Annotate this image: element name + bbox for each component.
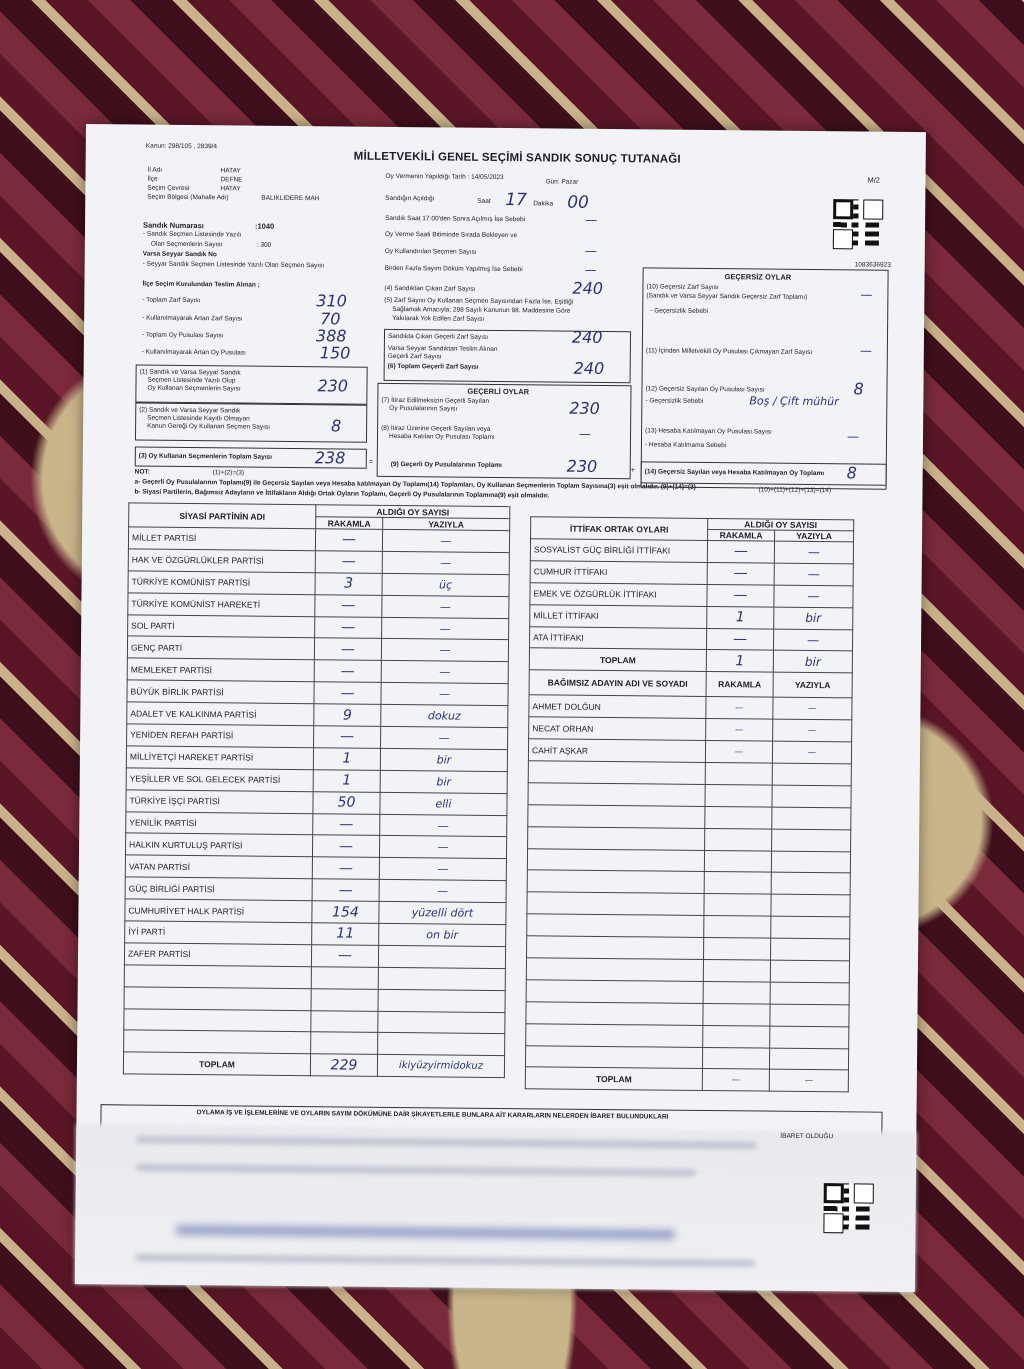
form-code: M/2 — [867, 175, 881, 185]
list-value: : 300 — [256, 241, 272, 249]
alliance-votes-text: — — [774, 541, 853, 564]
party-votes-text: — — [382, 551, 509, 574]
party-votes-text: on bir — [379, 923, 506, 946]
invalid-total-label: (14) Geçersiz Sayılan veya Hesaba Katılmayan Oy Toplamı — [644, 468, 825, 478]
received-label: - Toplam Zarf Sayısı — [142, 296, 201, 305]
alliance-votes-text: — — [774, 585, 853, 608]
table-row — [530, 561, 853, 586]
table-row — [528, 805, 851, 830]
party-col-votes: ALDIĞI OY SAYISI — [316, 505, 510, 519]
table-row — [526, 980, 849, 1005]
independent-empty-cell — [772, 785, 851, 808]
mobile-list-label: - Seyyar Sandık Seçmen Listesinde Yazılı Olan Seçmen Sayısı — [142, 260, 325, 270]
received-label: - Kullanılmayarak Artan Oy Pusulası — [141, 348, 246, 357]
party-votes-number: — — [314, 660, 381, 683]
party-name: ADALET VE KALKINMA PARTİSİ — [127, 702, 314, 726]
party-col-text: YAZIYLA — [383, 517, 510, 530]
mobile-box-label: Varsa Seyyar Sandık No — [142, 250, 217, 259]
party-votes-number: — — [314, 726, 381, 749]
independent-empty-cell — [704, 916, 771, 939]
total-envelope-value: 240 — [573, 358, 605, 378]
form-title: MİLLETVEKİLİ GENEL SEÇİMİ SANDIK SONUÇ TUTANAĞI — [353, 150, 681, 166]
queue-label-1: Oy Verme Saati Bitiminde Sırada Bekleyen ve — [384, 230, 518, 240]
vote-date: Oy Vermenin Yapıldığı Tarih : 14/05/2023 — [385, 172, 504, 182]
il-value: HATAY — [220, 167, 241, 175]
independent-empty-cell — [705, 806, 772, 829]
independent-empty-cell — [526, 980, 703, 1004]
independent-name: NECAT ORHAN — [529, 717, 706, 741]
mobile-envelope-label: Geçerli Zarf Sayısı — [387, 352, 442, 361]
table-row — [527, 870, 850, 895]
party-votes-number: 154 — [312, 901, 379, 924]
party-total-num: 229 — [310, 1054, 377, 1077]
party-votes-text: — — [382, 595, 509, 618]
party-votes-number: — — [312, 835, 379, 858]
independent-empty-cell — [704, 850, 771, 873]
total-envelope-label: (6) Toplam Geçerli Zarf Sayısı — [387, 362, 479, 371]
alliance-votes-text: — — [773, 629, 852, 652]
independent-empty-cell — [771, 894, 850, 917]
late-reason-label: Sandık Saat 17:00'den Sonra Açılmış İse Sebebi — [385, 214, 526, 224]
independent-empty-cell — [526, 958, 703, 982]
independent-empty-cell — [770, 1026, 849, 1049]
independent-votes-text: — — [772, 741, 851, 764]
footer-heading: OYLAMA İŞ VE İŞLEMLERİNE VE OYLARIN SAYIM DÖKÜMÜNE DAİR ŞİKAYETLERLE BUNLARA AİT KARARLARIN NELERDEN İBARET BULUNDUKLARI — [196, 1109, 669, 1121]
table-row — [529, 626, 852, 651]
note-label: NOT: — [134, 468, 150, 476]
party-votes-text — [378, 989, 505, 1012]
party-name: ZAFER PARTİSİ — [124, 943, 311, 967]
ilce-value: DEFNE — [220, 176, 243, 184]
alliance-votes-number: — — [707, 584, 774, 607]
alliance-total-num: 1 — [706, 650, 773, 673]
party-votes-number — [311, 988, 378, 1011]
invalid-votes-label: (Sandık ve Varsa Seyyar Sandık Geçersiz Zarf Toplamı) — [646, 292, 808, 301]
valid-envelope-label: Sandıkta Çıkan Geçerli Zarf Sayısı — [387, 332, 489, 341]
voters-value: 8 — [331, 416, 342, 436]
party-votes-text: — — [379, 836, 506, 859]
independent-total-label: TOPLAM — [525, 1067, 702, 1091]
opened-label: Sandığın Açıldığı — [385, 194, 435, 203]
mobile-envelope-label: Varsa Seyyar Sandıktan Teslim Alınan — [387, 344, 498, 353]
voters-value: 230 — [317, 376, 349, 396]
independent-votes-text: — — [773, 719, 852, 742]
valid-votes-label: (7) İtiraz Edilmeksizin Geçerli Sayılan — [381, 396, 490, 405]
party-votes-text: bir — [380, 770, 507, 793]
valid-votes-value: — — [578, 426, 592, 441]
redacted-area — [75, 1124, 916, 1292]
party-name: İYİ PARTİ — [125, 921, 312, 945]
voters-label: Oy Kullanan Seçmenlerin Sayısı — [147, 384, 241, 393]
alliance-total-text: bir — [773, 651, 852, 674]
serial-number: 1083636923 — [854, 261, 891, 269]
party-name — [124, 965, 311, 989]
received-label: - Kullanılmayarak Artan Zarf Sayısı — [142, 314, 243, 323]
independent-empty-cell — [525, 1045, 702, 1069]
independent-name: CAHİT AŞKAR — [528, 739, 705, 763]
party-votes-text: — — [379, 880, 506, 903]
party-votes-text — [378, 967, 505, 990]
formula-voters: (1)+(2)=(3) — [212, 469, 245, 477]
received-value: 150 — [319, 343, 351, 363]
valid-votes-value: 230 — [569, 398, 600, 418]
independent-empty-cell — [772, 763, 851, 786]
independent-empty-cell — [769, 1048, 848, 1071]
valid-votes-total-value: 230 — [566, 456, 598, 476]
party-votes-text — [378, 1011, 505, 1034]
table-row — [527, 892, 850, 917]
party-votes-number: 11 — [312, 923, 379, 946]
cevre-value: HATAY — [220, 185, 241, 193]
list-label-1: - Sandık Seçmen Listesinde Yazılı — [142, 230, 242, 239]
independent-empty-cell — [770, 1004, 849, 1027]
party-name: VATAN PARTİSİ — [125, 855, 312, 879]
alliance-name: SOSYALİST GÜÇ BİRLİĞİ İTTİFAKI — [530, 539, 707, 563]
party-votes-number: 3 — [315, 573, 382, 596]
received-value: 310 — [316, 291, 347, 311]
table-row — [526, 958, 849, 983]
independent-empty-cell — [526, 1023, 703, 1047]
result-form-sheet — [75, 124, 926, 1292]
invalid-total-value: 8 — [846, 463, 857, 483]
independent-empty-cell — [704, 872, 771, 895]
invalid-reason-label: - Hesaba Katılmama Sebebi — [644, 441, 727, 450]
party-votes-number: 50 — [313, 791, 380, 814]
envelopes-label: (5) Zarf Sayısı Oy Kullanan Seçmen Sayısından Fazla İse, Eşitliği — [384, 296, 574, 306]
party-name: YENİLİK PARTİSİ — [126, 811, 313, 835]
invalid-votes-value: — — [859, 343, 872, 358]
independent-empty-cell — [704, 894, 771, 917]
party-votes-number: — — [315, 551, 382, 574]
party-name: GÜÇ BİRLİĞİ PARTİSİ — [125, 877, 312, 901]
table-row — [528, 739, 851, 764]
independent-empty-cell — [771, 938, 850, 961]
queue-label-2: Oy Kullandırılan Seçmen Sayısı — [384, 247, 477, 256]
valid-votes-label: Hesaba Katılan Oy Pusulası Toplamı — [388, 432, 495, 441]
party-votes-number: — — [315, 594, 382, 617]
party-votes-number: — — [312, 879, 379, 902]
queue-value: — — [584, 243, 597, 258]
alliance-name: ATA İTTİFAKI — [529, 626, 706, 650]
alliance-name: CUMHUR İTTİFAKI — [530, 561, 707, 585]
alliance-votes-number: — — [707, 562, 774, 585]
independent-empty-cell — [705, 828, 772, 851]
envelopes-label: (4) Sandıktan Çıkan Zarf Sayısı — [384, 284, 476, 293]
party-votes-number — [311, 1032, 378, 1055]
party-name: BÜYÜK BİRLİK PARTİSİ — [127, 680, 314, 704]
party-votes-text: — — [382, 529, 509, 552]
independent-empty-cell — [772, 807, 851, 830]
table-row — [530, 604, 853, 629]
party-name: MEMLEKET PARTİSİ — [127, 658, 314, 682]
bolge-value: BALIKLIDERE MAH — [261, 194, 320, 203]
independent-empty-cell — [528, 761, 705, 785]
alliance-table — [525, 516, 854, 1092]
party-name: GENÇ PARTİ — [127, 636, 314, 660]
ballot-box-label: Sandık Numarası — [142, 220, 204, 231]
plus-sign: + — [630, 465, 636, 475]
alliance-col-name: İTTİFAK ORTAK OYLARI — [531, 517, 708, 541]
table-row — [525, 1045, 848, 1070]
independent-empty-cell — [528, 826, 705, 850]
independent-empty-cell — [528, 805, 705, 829]
valid-votes-label: (8) İtiraz Üzerine Geçerli Sayılan veya — [381, 424, 491, 433]
received-label: - Toplam Oy Pusulası Sayısı — [141, 331, 224, 340]
party-col-num: RAKAMLA — [316, 517, 383, 530]
table-row — [527, 914, 850, 939]
party-name: TÜRKİYE İŞÇİ PARTİSİ — [126, 790, 313, 814]
table-row — [528, 826, 851, 851]
party-votes-number: — — [314, 682, 381, 705]
invalid-votes-heading: GEÇERSİZ OYLAR — [724, 272, 792, 282]
note-b: b- Siyasi Partilerin, Bağımsız Adayların ve İttifakların Aldığı Ortak Oyların Toplamı, Geçerli Oy Pusulalarının Toplamına(9) eşit olmalıdır. — [134, 488, 550, 500]
party-name: HALKIN KURTULUŞ PARTİSİ — [125, 833, 312, 857]
party-total-label: TOPLAM — [123, 1052, 310, 1076]
recount-label: Birden Fazla Sayım Döküm Yapılmış İse Sebebi — [384, 264, 523, 274]
ballot-box-number: :1040 — [254, 221, 275, 231]
law-reference: Kanun: 298/105 , 2839/4 — [145, 142, 218, 151]
voters-label: Seçmen Listesinde Kayıtlı Olmayan — [147, 414, 250, 423]
party-name: TÜRKİYE KOMÜNİST HAREKETİ — [128, 593, 315, 617]
party-name — [124, 1008, 311, 1032]
table-row — [528, 783, 851, 808]
party-votes-text: üç — [382, 573, 509, 596]
table-row — [526, 1002, 849, 1027]
alliance-total-label: TOPLAM — [529, 648, 706, 672]
party-name: TÜRKİYE KOMÜNİST PARTİSİ — [128, 571, 315, 595]
party-table — [123, 502, 510, 1078]
dakika-label: Dakika — [533, 200, 554, 208]
recount-value: — — [584, 262, 597, 277]
received-value: 70 — [320, 309, 341, 329]
alliance-votes-number: — — [706, 628, 773, 651]
party-votes-number: — — [311, 945, 378, 968]
party-votes-text: yüzelli dört — [379, 901, 506, 924]
party-name: CUMHURİYET HALK PARTİSİ — [125, 899, 312, 923]
party-votes-text: — — [382, 617, 509, 640]
independent-col-text: YAZIYLA — [773, 672, 852, 698]
table-row — [530, 583, 853, 608]
independent-empty-cell — [771, 873, 850, 896]
party-name — [124, 1030, 311, 1054]
invalid-reason-label: - Geçersizlik Sebebi — [645, 397, 704, 405]
party-votes-text: — — [381, 639, 508, 662]
alliance-col-votes: ALDIĞI OY SAYISI — [708, 518, 854, 530]
party-name: HAK VE ÖZGÜRLÜKLER PARTİSİ — [128, 549, 315, 573]
party-votes-text: — — [381, 661, 508, 684]
party-votes-text: — — [379, 858, 506, 881]
party-total-text: ikiyüzyirmidokuz — [377, 1055, 504, 1078]
independent-empty-cell — [703, 981, 770, 1004]
alliance-name: EMEK VE ÖZGÜRLÜK İTTİFAKI — [530, 583, 707, 607]
party-votes-text — [378, 945, 505, 968]
invalid-votes-value: 8 — [853, 379, 864, 399]
valid-votes-heading: GEÇERLİ OYLAR — [467, 386, 530, 397]
party-votes-number: — — [315, 616, 382, 639]
equals-sign: = — [368, 456, 374, 466]
independent-empty-cell — [703, 959, 770, 982]
dakika-value: 00 — [567, 192, 590, 213]
cevre-label: Seçim Çevresi — [147, 184, 190, 192]
independent-empty-cell — [703, 1025, 770, 1048]
footer-tail: İBARET OLDUĞU — [780, 1132, 834, 1141]
voters-total-label: (3) Oy Kullanan Seçmenlerin Toplam Sayısı — [138, 452, 273, 461]
qr-code-icon — [833, 199, 879, 245]
party-votes-text: — — [381, 683, 508, 706]
independent-empty-cell — [702, 1047, 769, 1070]
independent-votes-text: — — [773, 697, 852, 720]
independent-empty-cell — [771, 916, 850, 939]
received-value: 388 — [315, 326, 347, 346]
independent-votes-number: — — [706, 719, 773, 742]
independent-empty-cell — [527, 870, 704, 894]
party-votes-text: dokuz — [381, 704, 508, 727]
alliance-votes-number: — — [707, 540, 774, 563]
table-row — [527, 848, 850, 873]
voters-label: Kanun Gereği Oy Kullanan Seçmen Sayısı — [147, 422, 270, 431]
independent-empty-cell — [771, 851, 850, 874]
party-col-name: SİYASİ PARTİNİN ADI — [129, 503, 316, 529]
valid-envelope-value: 240 — [571, 327, 603, 347]
independent-total-num: — — [702, 1069, 769, 1092]
independent-empty-cell — [527, 892, 704, 916]
independent-empty-cell — [526, 1002, 703, 1026]
envelopes-label: Sağlamak Amacıyla; 298 Sayılı Kanunun 98. Maddesine Göre — [392, 305, 571, 315]
party-votes-number — [311, 967, 378, 990]
independent-name: AHMET DOLĞUN — [529, 695, 706, 719]
table-row — [526, 1023, 849, 1048]
invalid-votes-label: (11) İçinden Milletvekili Oy Pusulası Çıkmayan Zarf Sayısı — [645, 347, 813, 356]
table-row — [527, 936, 850, 961]
vote-day: Gün: Pazar — [545, 178, 579, 186]
party-votes-text: — — [381, 726, 508, 749]
envelopes-value: 240 — [572, 278, 604, 298]
party-name: MİLLİYETÇİ HAREKET PARTİSİ — [126, 746, 313, 770]
party-votes-number — [311, 1010, 378, 1033]
voters-label: Seçmen Listesinde Yazılı Olup — [147, 376, 236, 385]
invalid-votes-label: (10) Geçersiz Zarf Sayısı — [646, 283, 719, 292]
envelopes-label: Yakılarak Yok Edilen Zarf Sayısı — [392, 314, 485, 323]
table-row — [529, 717, 852, 742]
party-name: MİLLET PARTİSİ — [128, 527, 315, 551]
party-votes-text: bir — [380, 748, 507, 771]
alliance-votes-number: 1 — [707, 606, 774, 629]
independent-empty-cell — [770, 982, 849, 1005]
list-label-2: Olan Seçmenlerin Sayısı — [150, 240, 223, 249]
invalid-votes-value: — — [860, 287, 873, 302]
saat-value: 17 — [505, 190, 528, 211]
invalid-votes-label: (12) Geçersiz Sayılan Oy Pusulası Sayısı — [645, 385, 765, 394]
party-votes-number: — — [314, 638, 381, 661]
party-name: YEŞİLLER VE SOL GELECEK PARTİSİ — [126, 768, 313, 792]
independent-votes-number: — — [705, 741, 772, 764]
party-votes-number: — — [313, 813, 380, 836]
voters-label: (2) Sandık ve Varsa Seyyar Sandık — [139, 406, 241, 415]
independent-votes-number: — — [706, 697, 773, 720]
qr-code-icon — [823, 1183, 869, 1229]
party-votes-text: elli — [380, 792, 507, 815]
alliance-col-num: RAKAMLA — [708, 529, 775, 541]
independent-empty-cell — [527, 914, 704, 938]
party-name: YENİDEN REFAH PARTİSİ — [127, 724, 314, 748]
independent-empty-cell — [772, 829, 851, 852]
table-row — [530, 539, 853, 564]
alliance-name: MİLLET İTTİFAKI — [530, 604, 707, 628]
party-name — [124, 987, 311, 1011]
formula-invalid: (10)+(11)+(12)+(13)=(14) — [758, 486, 832, 495]
independent-empty-cell — [704, 938, 771, 961]
note-a: a- Geçerli Oy Pusulalarının Toplamı(9) ile Geçersiz Sayılan veya Hesaba katılmayan Oy Toplamı(14) Toplamları, Oy Kullanan Seçmenlerin Toplam Sayısına(3) eşit olmalıdır. (9)+(14)=(3) — [134, 478, 696, 491]
alliance-votes-text: bir — [774, 607, 853, 630]
party-votes-number: 1 — [313, 748, 380, 771]
invalid-votes-value: — — [846, 429, 860, 444]
party-votes-number: — — [312, 857, 379, 880]
party-name: SOL PARTİ — [128, 614, 315, 638]
ilce-label: İlçe — [147, 175, 158, 183]
party-votes-number: — — [315, 529, 382, 552]
independent-empty-cell — [527, 936, 704, 960]
independent-empty-cell — [703, 1003, 770, 1026]
party-votes-number: 1 — [313, 770, 380, 793]
party-votes-number: 9 — [314, 704, 381, 727]
voters-label: (1) Sandık ve Varsa Seyyar Sandık — [139, 368, 241, 377]
invalid-votes-box — [641, 267, 889, 489]
party-votes-text — [378, 1033, 505, 1056]
table-row — [528, 761, 851, 786]
independent-empty-cell — [770, 960, 849, 983]
valid-votes-label: Oy Pusulalarının Sayısı — [389, 404, 458, 413]
independent-col-name: BAĞIMSIZ ADAYIN ADI VE SOYADI — [529, 670, 706, 697]
saat-label: Saat — [477, 197, 491, 205]
party-votes-text: — — [380, 814, 507, 837]
alliance-votes-text: — — [774, 563, 853, 586]
independent-empty-cell — [528, 783, 705, 807]
received-heading: İlçe Seçim Kurulundan Teslim Alınan ; — [142, 280, 260, 289]
valid-votes-total-label: (9) Geçerli Oy Pusulalarının Toplamı — [390, 460, 502, 470]
independent-empty-cell — [705, 784, 772, 807]
independent-total-text: — — [769, 1070, 848, 1093]
voters-total-value: 238 — [314, 448, 346, 468]
invalid-reason-value: Boş / Çift mühür — [749, 394, 839, 409]
alliance-col-text: YAZIYLA — [775, 530, 854, 542]
invalid-reason-label: - Geçersizlik Sebebi — [650, 307, 709, 315]
invalid-votes-label: (13) Hesaba Katılmayan Oy Pusulası Sayısı — [645, 427, 772, 436]
bolge-label: Seçim Bölgesi (Mahalle Adı) — [147, 193, 229, 202]
table-row — [529, 695, 852, 720]
independent-empty-cell — [705, 762, 772, 785]
late-reason-value: — — [585, 212, 598, 227]
il-label: İl Adı — [147, 166, 163, 174]
independent-col-num: RAKAMLA — [706, 672, 773, 698]
independent-empty-cell — [527, 848, 704, 872]
